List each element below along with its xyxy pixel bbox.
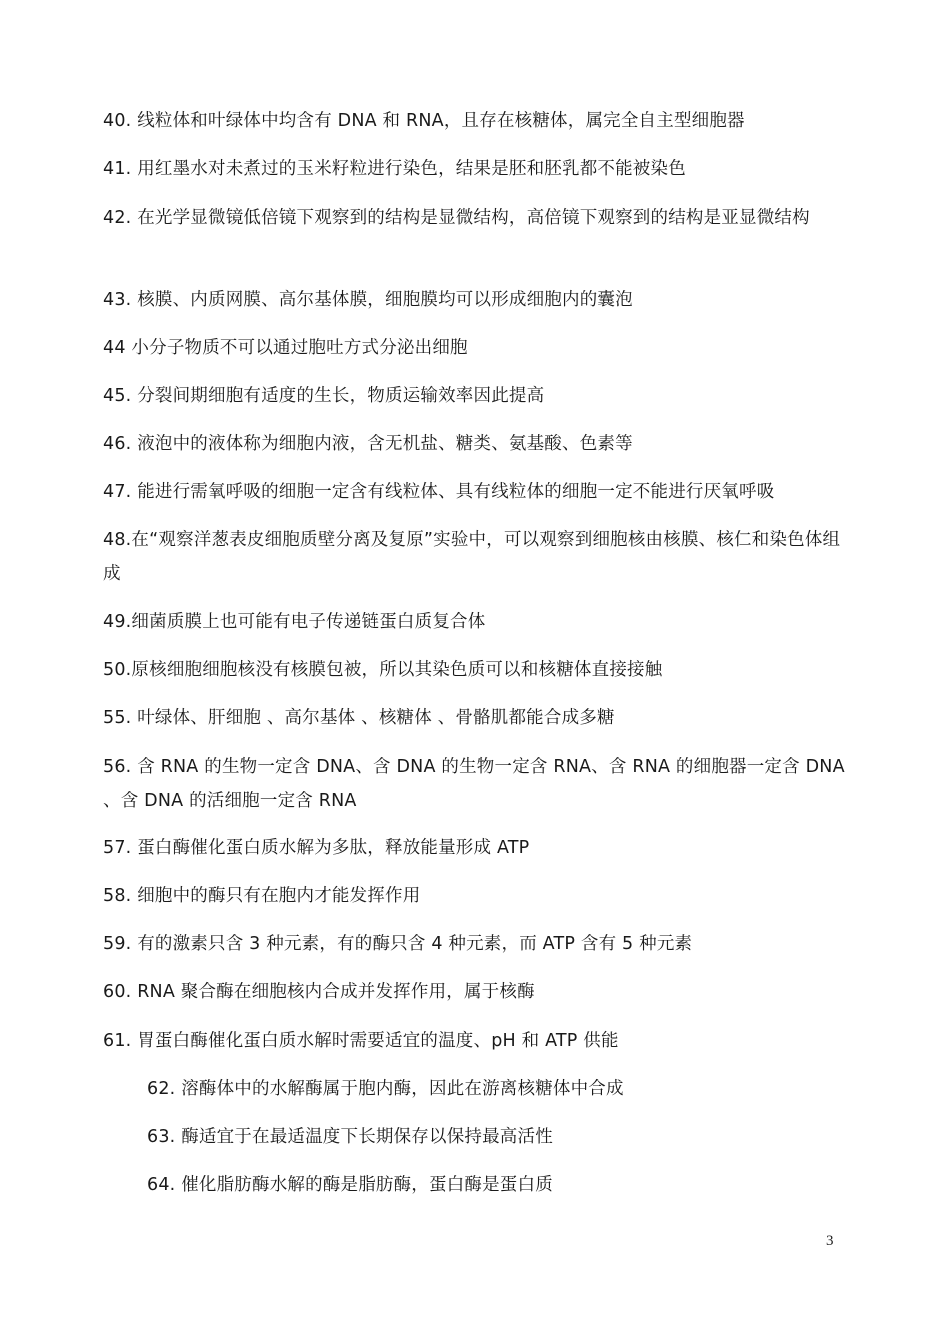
list-item: 43. 核膜、内质网膜、高尔基体膜，细胞膜均可以形成细胞内的囊泡 (103, 290, 633, 310)
list-item: 62. 溶酶体中的水解酶属于胞内酶，因此在游离核糖体中合成 (147, 1079, 624, 1099)
page-number: 3 (826, 1233, 834, 1249)
list-item: 41. 用红墨水对未煮过的玉米籽粒进行染色，结果是胚和胚乳都不能被染色 (103, 159, 686, 179)
list-item: 56. 含 RNA 的生物一定含 DNA、含 DNA 的生物一定含 RNA、含 RNA 的细胞器一定含 DNA 、含 DNA 的活细胞一定含 RNA (103, 757, 845, 811)
list-item: 58. 细胞中的酶只有在胞内才能发挥作用 (103, 886, 421, 906)
list-item: 55. 叶绿体、肝细胞 、高尔基体 、核糖体 、骨骼肌都能合成多糖 (103, 708, 615, 728)
list-item: 49.细菌质膜上也可能有电子传递链蛋白质复合体 (103, 612, 486, 632)
list-item: 57. 蛋白酶催化蛋白质水解为多肽，释放能量形成 ATP (103, 838, 530, 858)
list-item: 64. 催化脂肪酶水解的酶是脂肪酶，蛋白酶是蛋白质 (147, 1175, 553, 1195)
list-item: 61. 胃蛋白酶催化蛋白质水解时需要适宜的温度、pH 和 ATP 供能 (103, 1031, 619, 1051)
list-item: 45. 分裂间期细胞有适度的生长，物质运输效率因此提高 (103, 386, 545, 406)
list-item: 60. RNA 聚合酶在细胞核内合成并发挥作用，属于核酶 (103, 982, 535, 1002)
list-item: 46. 液泡中的液体称为细胞内液，含无机盐、糖类、氨基酸、色素等 (103, 434, 633, 454)
list-item: 42. 在光学显微镜低倍镜下观察到的结构是显微结构，高倍镜下观察到的结构是亚显微结构 (103, 208, 810, 228)
list-item: 63. 酶适宜于在最适温度下长期保存以保持最高活性 (147, 1127, 553, 1147)
list-item: 40. 线粒体和叶绿体中均含有 DNA 和 RNA，且存在核糖体，属完全自主型细胞器 (103, 111, 745, 131)
list-item: 48.在“观察洋葱表皮细胞质壁分离及复原”实验中，可以观察到细胞核由核膜、核仁和染色体组成 (103, 530, 841, 584)
list-item: 50.原核细胞细胞核没有核膜包被，所以其染色质可以和核糖体直接接触 (103, 660, 663, 680)
list-item: 47. 能进行需氧呼吸的细胞一定含有线粒体、具有线粒体的细胞一定不能进行厌氧呼吸 (103, 482, 775, 502)
list-item: 59. 有的激素只含 3 种元素，有的酶只含 4 种元素，而 ATP 含有 5 种元素 (103, 934, 693, 954)
list-item: 44 小分子物质不可以通过胞吐方式分泌出细胞 (103, 338, 468, 358)
